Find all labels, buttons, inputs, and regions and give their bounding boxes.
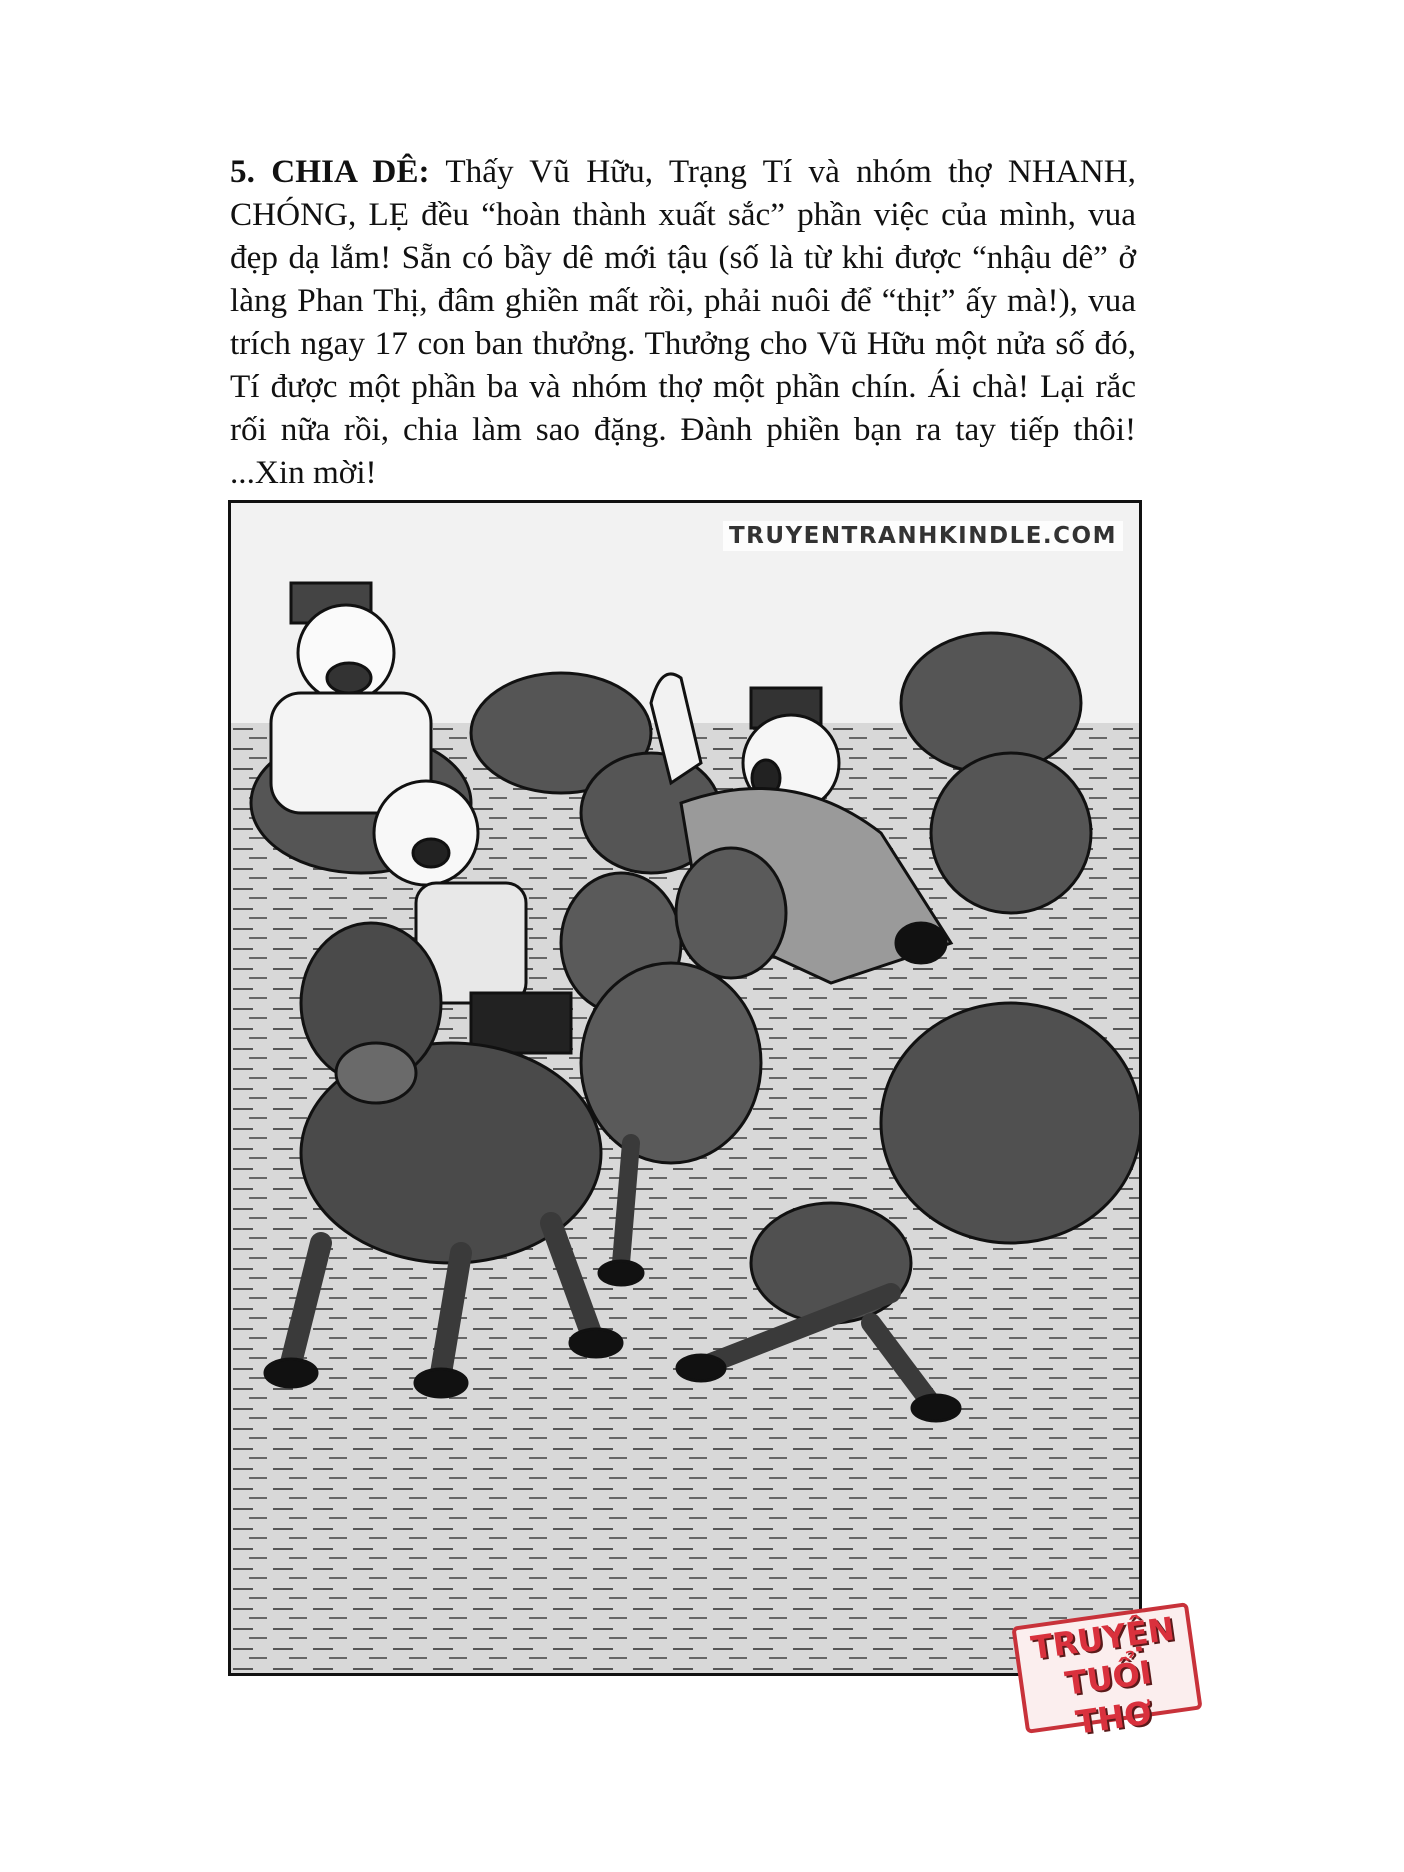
comic-illustration — [231, 503, 1139, 1673]
comic-panel — [228, 500, 1142, 1676]
publisher-logo-stamp — [1011, 1602, 1202, 1742]
site-watermark: TRUYENTRANHKINDLE.COM — [723, 521, 1123, 551]
intro-paragraph — [230, 150, 1136, 494]
stamp-line-1: TRUYỆN — [1028, 1609, 1177, 1668]
section-heading: 5. CHIA DÊ: — [230, 153, 430, 190]
intro-text: Thấy Vũ Hữu, Trạng Tí và nhóm thợ NHANH, CHÓNG, LẸ đều “hoàn thành xuất sắc” phần việc của mình, vua đẹp dạ lắm! Sẵn có bầy dê mới tậu (số là từ khi được “nhậu dê” ở làng Phan Thị, đâm ghiền mất rồi, phải nuôi để “thịt” ấy mà!), vua trích ngay 17 con ban thưởng. Thưởng cho Vũ Hữu một nửa số đó, Tí được một phần ba và nhóm thợ một phần chín. Ái chà! Lại rắc rối nữa rồi, chia làm sao đặng. Đành phiền bạn ra tay tiếp thôi! ...Xin mời! — [230, 153, 1136, 491]
stamp-line-2: TUỔI THƠ — [1062, 1653, 1155, 1742]
